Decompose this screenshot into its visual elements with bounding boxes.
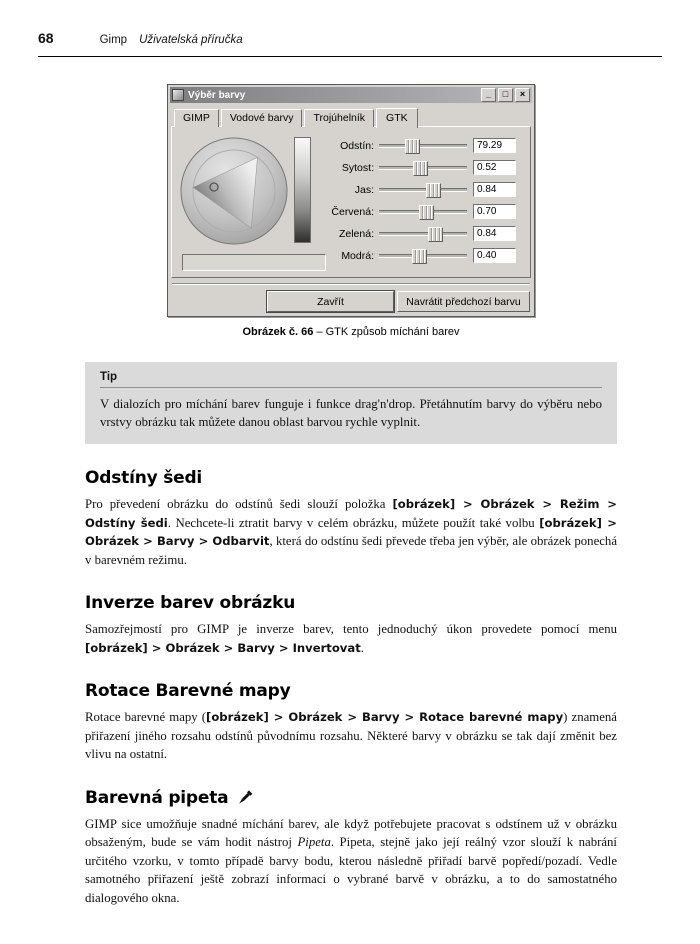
text-segment: Samozřejmostí pro GIMP je inverze barev, tento jednoduchý úkon provedete pomocí menu bbox=[85, 622, 617, 636]
green-value-field[interactable]: 0.84 bbox=[473, 226, 516, 241]
paragraph-grayscale bbox=[85, 495, 617, 569]
text-segment: . bbox=[360, 640, 364, 655]
tab-triangle[interactable]: Trojúhelník bbox=[304, 109, 374, 127]
figure-caption-text: – GTK způsob míchání barev bbox=[316, 326, 460, 338]
dialog-titlebar[interactable] bbox=[170, 87, 532, 103]
paragraph-invert bbox=[85, 620, 617, 657]
paragraph-color-picker-tool bbox=[85, 815, 617, 908]
tab-watercolor[interactable]: Vodové barvy bbox=[221, 109, 303, 127]
action-separator bbox=[172, 283, 530, 285]
text-segment: Rotace barevné mapy ( bbox=[85, 710, 207, 724]
blue-value-field[interactable]: 0.40 bbox=[473, 248, 516, 263]
brightness-label: Jas: bbox=[354, 183, 374, 196]
blue-slider[interactable] bbox=[379, 248, 467, 263]
wheel-area bbox=[180, 137, 314, 271]
slider-row-saturation bbox=[324, 160, 522, 175]
menu-path: [obrázek] > Obrázek > Barvy > Invertovat bbox=[85, 640, 361, 655]
hue-label: Odstín: bbox=[340, 139, 374, 152]
red-label: Červená: bbox=[331, 205, 374, 218]
section-heading-grayscale bbox=[85, 468, 617, 488]
section-heading-grayscale-label: Odstíny šedi bbox=[85, 468, 203, 488]
saturation-value-field[interactable]: 0.52 bbox=[473, 160, 516, 175]
figure-caption bbox=[242, 326, 459, 338]
dialog-actions bbox=[170, 290, 532, 314]
running-header bbox=[38, 30, 662, 46]
current-color-swatch[interactable] bbox=[182, 254, 326, 271]
brightness-value-field[interactable]: 0.84 bbox=[473, 182, 516, 197]
text-segment: ) znamená přiřazení jiného rozsahu odstínů původnímu rozsahu. Některé barvy v obrázku se tak dají změnit bez vlivu na ostatní. bbox=[85, 710, 617, 761]
section-heading-colormap-rotation bbox=[85, 681, 617, 701]
tab-gtk[interactable]: GTK bbox=[376, 108, 418, 128]
saturation-slider[interactable] bbox=[379, 160, 467, 175]
paragraph-colormap-rotation bbox=[85, 708, 617, 764]
tab-gimp[interactable]: GIMP bbox=[174, 109, 219, 127]
section-heading-colormap-rotation-label: Rotace Barevné mapy bbox=[85, 681, 291, 701]
value-gradient-bar[interactable] bbox=[294, 137, 311, 243]
maximize-button[interactable]: □ bbox=[498, 88, 513, 102]
text-segment: . Pipeta, stejně jako její reálný vzor slouží k nabrání určitého vzorku, v tomto případě barvy bodu, kterou následně přiřadí barvě popředí/pozadí. Vedle samotného přiřazení ještě zobrazí informaci o vybrané barvě v obrázku, a to do samostatného dialogového okna. bbox=[85, 835, 617, 905]
page-number: 68 bbox=[38, 30, 54, 46]
section-heading-color-picker-tool-label: Barevná pipeta bbox=[85, 787, 229, 808]
channel-sliders bbox=[324, 137, 522, 271]
slider-row-brightness bbox=[324, 182, 522, 197]
book-title: Uživatelská příručka bbox=[139, 34, 243, 46]
slider-row-green bbox=[324, 226, 522, 241]
text-segment: GIMP sice umožňuje snadné míchání barev, ale když potřebujete pracovat s odstínem už v obrázku obsaženým, bude se vám hodit nástroj bbox=[85, 816, 617, 849]
color-picker-dialog bbox=[167, 84, 535, 317]
section-heading-invert-label: Inverze barev obrázku bbox=[85, 593, 296, 613]
tip-title: Tip bbox=[100, 371, 602, 388]
brand-label: Gimp bbox=[99, 34, 128, 46]
menu-path: [obrázek] > Obrázek > Barvy > Rotace barevné mapy bbox=[206, 710, 564, 724]
close-icon[interactable]: × bbox=[515, 88, 530, 102]
green-label: Zelená: bbox=[338, 227, 374, 240]
section-heading-color-picker-tool bbox=[85, 788, 617, 808]
slider-row-blue bbox=[324, 248, 522, 263]
menu-path: [obrázek] > Obrázek > Barvy > Odbarvit bbox=[85, 515, 617, 548]
text-segment: , která do odstínu šedi převede třeba jen výběr, ale obrázek ponechá v barevném režimu. bbox=[85, 534, 618, 567]
close-button[interactable]: Zavřít bbox=[267, 291, 394, 312]
tip-text: V dialozích pro míchání barev funguje i funkce drag'n'drop. Přetáhnutím barvy do výběru nebo vrstvy obrázku tak můžete danou oblast barvou rychle vyplnit. bbox=[100, 397, 602, 429]
red-slider[interactable] bbox=[379, 204, 467, 219]
hue-value-field[interactable]: 79.29 bbox=[473, 138, 516, 153]
header-rule bbox=[38, 56, 662, 57]
minimize-button[interactable]: _ bbox=[481, 88, 496, 102]
picker-tab-bar bbox=[170, 103, 532, 126]
picker-page-gtk bbox=[171, 126, 531, 278]
brightness-slider[interactable] bbox=[379, 182, 467, 197]
section-heading-invert bbox=[85, 593, 617, 613]
text-segment: Pro převedení obrázku do odstínů šedi slouží položka bbox=[85, 497, 393, 511]
hue-slider[interactable] bbox=[379, 138, 467, 153]
content-column bbox=[85, 70, 617, 907]
green-slider[interactable] bbox=[379, 226, 467, 241]
figure-66 bbox=[85, 84, 617, 338]
tip-box bbox=[85, 362, 617, 444]
revert-color-button[interactable]: Navrátit předchozí barvu bbox=[397, 291, 530, 312]
menu-path: [obrázek] > Obrázek > Režim > Odstíny šedi bbox=[85, 497, 617, 530]
hue-wheel[interactable] bbox=[180, 137, 288, 245]
blue-label: Modrá: bbox=[341, 249, 374, 262]
dialog-title: Výběr barvy bbox=[188, 89, 246, 101]
tool-name: Pipeta bbox=[297, 835, 331, 849]
text-segment: . Nechcete-li ztratit barvy v celém obrázku, můžete použít také volbu bbox=[167, 515, 540, 530]
window-icon bbox=[172, 89, 184, 101]
slider-row-red bbox=[324, 204, 522, 219]
red-value-field[interactable]: 0.70 bbox=[473, 204, 516, 219]
slider-row-hue bbox=[324, 138, 522, 153]
eyedropper-icon bbox=[236, 789, 253, 806]
saturation-label: Sytost: bbox=[341, 161, 374, 174]
window-controls bbox=[481, 88, 530, 102]
figure-caption-number: Obrázek č. 66 bbox=[242, 326, 314, 338]
